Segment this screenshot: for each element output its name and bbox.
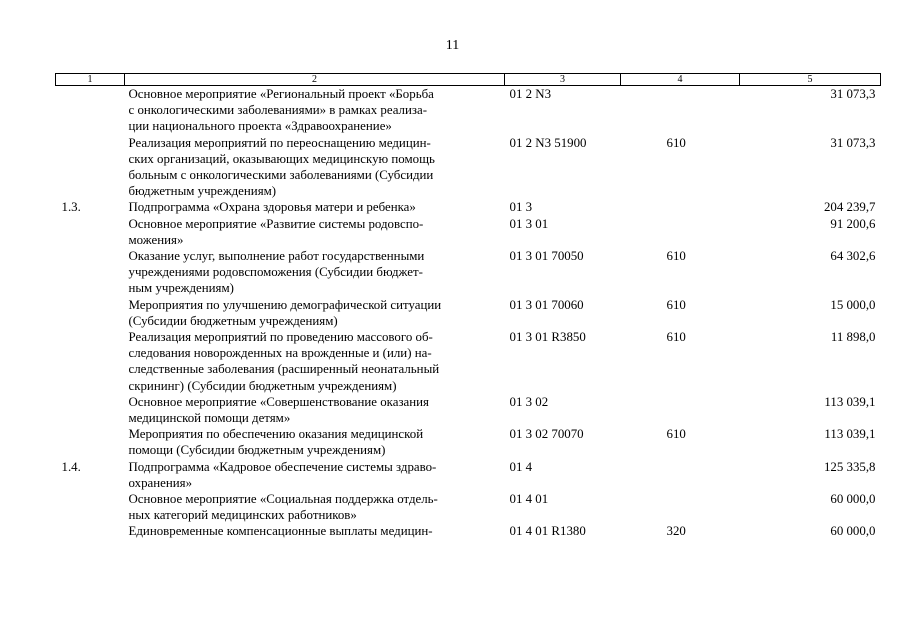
row-number xyxy=(56,523,125,539)
row-expense-type xyxy=(621,216,740,248)
row-expense-type: 610 xyxy=(666,297,686,312)
row-number xyxy=(56,329,125,394)
row-amount: 64 302,6 xyxy=(830,249,876,264)
table-row xyxy=(56,216,881,248)
row-description xyxy=(125,135,505,200)
row-number xyxy=(56,297,125,329)
description-line: медицинской помощи детям» xyxy=(128,411,291,426)
budget-table xyxy=(55,73,881,540)
row-number xyxy=(56,135,125,200)
row-expense-type: 610 xyxy=(666,135,686,150)
description-line: Мероприятия по улучшению демографической ситуации xyxy=(128,297,442,312)
row-code: 01 3 02 70070 xyxy=(509,427,584,442)
column-header-code: 3 xyxy=(505,74,621,86)
column-header-number: 1 xyxy=(56,74,125,86)
description-line: ции национального проекта «Здравоохранение» xyxy=(128,119,392,134)
row-expense-type xyxy=(621,459,740,491)
row-code: 01 3 01 xyxy=(509,216,549,231)
description-line: следственные заболевания (расширенный неонатальный xyxy=(128,362,440,377)
table-row xyxy=(56,248,881,297)
description-line: Подпрограмма «Кадровое обеспечение системы здраво- xyxy=(128,459,437,474)
description-line: Единовременные компенсационные выплаты медицин- xyxy=(128,524,433,539)
row-amount: 204 239,7 xyxy=(823,200,876,215)
description-line: ских организаций, оказывающих медицинскую помощь xyxy=(128,151,435,166)
row-code: 01 4 01 R1380 xyxy=(509,524,586,539)
row-expense-type: 320 xyxy=(666,524,686,539)
column-header-description: 2 xyxy=(125,74,505,86)
row-description xyxy=(125,426,505,458)
row-amount: 113 039,1 xyxy=(824,427,876,442)
description-line: скрининг) (Субсидии бюджетным учреждениям) xyxy=(128,378,397,393)
row-amount: 31 073,3 xyxy=(830,87,876,101)
description-line: Реализация мероприятий по переоснащению медицин- xyxy=(128,135,431,150)
row-amount: 91 200,6 xyxy=(830,216,876,231)
table-header-row xyxy=(56,74,881,86)
description-line: Реализация мероприятий по проведению массового об- xyxy=(128,330,433,345)
description-line: следования новорожденных на врожденные и (или) на- xyxy=(128,346,432,361)
row-number xyxy=(56,248,125,297)
row-description xyxy=(125,216,505,248)
description-line: Мероприятия по обеспечению оказания медицинской xyxy=(128,427,424,442)
table-body xyxy=(56,86,881,540)
row-description xyxy=(125,523,505,539)
description-line: бюджетным учреждениям) xyxy=(128,184,277,199)
table-row xyxy=(56,199,881,215)
table-row xyxy=(56,523,881,539)
description-line: можения» xyxy=(128,232,184,247)
description-line: (Субсидии бюджетным учреждениям) xyxy=(128,313,338,328)
row-description xyxy=(125,199,505,215)
row-code: 01 4 01 xyxy=(509,492,549,507)
row-amount: 31 073,3 xyxy=(830,135,876,150)
row-amount: 11 898,0 xyxy=(830,330,876,345)
description-line: Основное мероприятие «Региональный проект «Борьба xyxy=(128,87,434,101)
row-number: 1.3. xyxy=(61,200,81,215)
table-row xyxy=(56,86,881,135)
description-line: охранения» xyxy=(128,475,193,490)
row-description xyxy=(125,459,505,491)
table-row xyxy=(56,297,881,329)
table-row xyxy=(56,394,881,426)
description-line: ным учреждениям) xyxy=(128,281,234,296)
description-line: Основное мероприятие «Развитие системы родовспо- xyxy=(128,216,424,231)
row-expense-type: 610 xyxy=(666,427,686,442)
row-code: 01 3 01 70050 xyxy=(509,249,584,264)
table-row xyxy=(56,491,881,523)
row-amount: 113 039,1 xyxy=(824,394,876,409)
row-code: 01 2 N3 xyxy=(509,87,552,101)
row-expense-type xyxy=(621,394,740,426)
table-row xyxy=(56,135,881,200)
row-amount: 60 000,0 xyxy=(830,492,876,507)
row-expense-type: 610 xyxy=(666,330,686,345)
table-row xyxy=(56,329,881,394)
description-line: Подпрограмма «Охрана здоровья матери и ребенка» xyxy=(128,200,416,215)
row-number xyxy=(56,426,125,458)
row-description xyxy=(125,297,505,329)
table-row xyxy=(56,426,881,458)
description-line: ных категорий медицинских работников» xyxy=(128,508,357,523)
row-amount: 15 000,0 xyxy=(830,297,876,312)
row-description xyxy=(125,491,505,523)
row-number: 1.4. xyxy=(61,459,81,474)
row-number xyxy=(56,394,125,426)
row-expense-type xyxy=(621,199,740,215)
description-line: учреждениями родовспоможения (Субсидии бюджет- xyxy=(128,265,423,280)
row-code: 01 2 N3 51900 xyxy=(509,135,587,150)
row-expense-type xyxy=(621,86,740,135)
row-amount: 60 000,0 xyxy=(830,524,876,539)
row-code: 01 3 01 R3850 xyxy=(509,330,586,345)
row-expense-type: 610 xyxy=(666,249,686,264)
row-description xyxy=(125,248,505,297)
row-code: 01 3 02 xyxy=(509,394,549,409)
row-number xyxy=(56,491,125,523)
row-amount: 125 335,8 xyxy=(823,459,876,474)
row-code: 01 3 01 70060 xyxy=(509,297,584,312)
description-line: с онкологическими заболеваниями» в рамках реализа- xyxy=(128,103,427,118)
row-number xyxy=(56,216,125,248)
description-line: помощи (Субсидии бюджетным учреждениям) xyxy=(128,443,386,458)
row-code: 01 3 xyxy=(509,200,533,215)
description-line: Основное мероприятие «Совершенствование оказания xyxy=(128,394,429,409)
row-code: 01 4 xyxy=(509,459,533,474)
row-description xyxy=(125,394,505,426)
column-header-amount: 5 xyxy=(740,74,881,86)
row-number xyxy=(56,86,125,135)
table-row xyxy=(56,459,881,491)
row-description xyxy=(125,329,505,394)
description-line: больным с онкологическими заболеваниями (Субсидии xyxy=(128,168,434,183)
description-line: Основное мероприятие «Социальная поддержка отдель- xyxy=(128,492,438,507)
row-expense-type xyxy=(621,491,740,523)
page-number: 11 xyxy=(445,38,460,53)
description-line: Оказание услуг, выполнение работ государственными xyxy=(128,249,425,264)
row-description xyxy=(125,86,505,135)
column-header-expense-type: 4 xyxy=(621,74,740,86)
